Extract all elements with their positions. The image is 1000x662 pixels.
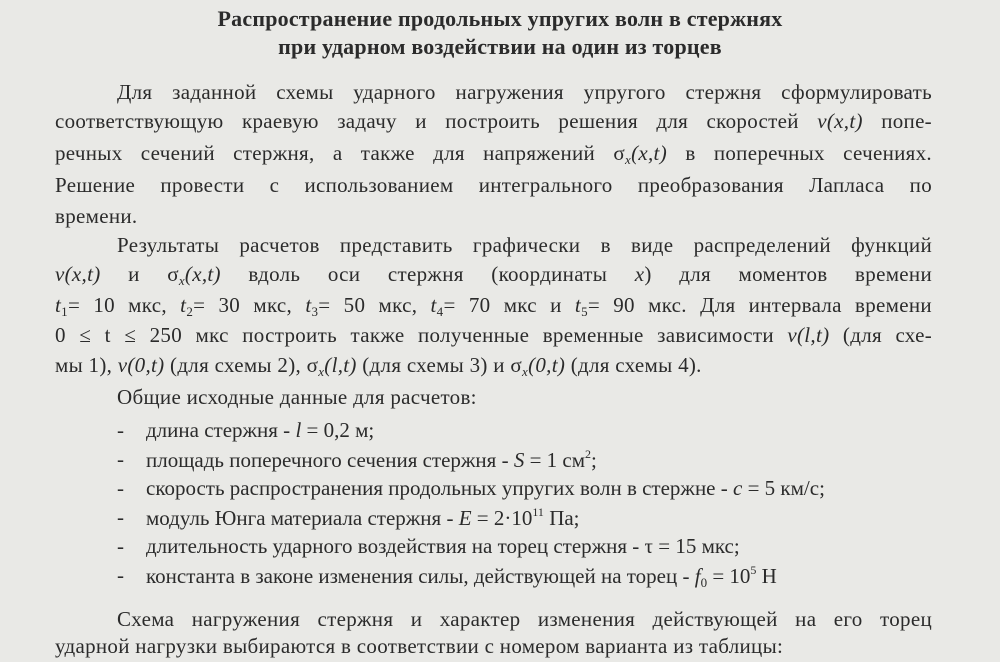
p3-line-1: Схема нагружения стержня и характер изменения действующей на его торец — [117, 607, 932, 631]
p2-line-3: $t_1= 10$ мкс, $t_2= 30$ мкс, $t_3= 50$ мкс, $t_4= 70$ мкс и $t_5= 90$ мкс. Для интервала времени — [55, 293, 932, 319]
p1-line-1: Для заданной схемы ударного нагружения упругого стержня сформулировать — [117, 80, 932, 104]
p1-line-2: соответствующую краевую задачу и построить решения для скоростей v(x,t) попе- — [55, 109, 932, 133]
document-page: Распространение продольных упругих волн в стержнях при ударном воздействии на один из торцев Для заданной схемы ударного нагружения упругого стержня сформулировать соответствующую краевую задачу и построить решения для скоростей v(x,t) попе- речных сечений стержня, а также для напряжений $\sigma_x(x,t)$ в поперечных сечениях. Решение провести с использованием интегрального преобразования Лапласа по времени. Результаты расчетов представить графически в виде распределений функций v(x,t) и $\sigma_x(x,t)$ вдоль оси стержня (координаты x) для моментов времени $t_1= 10$ мкс, $t_2= 30$ мкс, $t_3= 50$ мкс, $t_4= 70$ мкс и $t_5= 90$ мкс. Для интервала времени 0 ≤ t ≤ 250 мкс построить также полученные временные зависимости v(l,t) (для схе- мы 1), v(0,t) (для схемы 2), $\sigma_x(l,t)$ (для схемы 3) и $\sigma_x(0,t)$ (для схемы 4). Общие исходные данные для расчетов: - длина стержня - l = 0,2 м; - площадь поперечного сечения стержня - S = 1 $см^2$; - скорость распространения продольных упругих волн в стержне - c = 5 км/с; - модуль Юнга материала стержня - $E = 2\cdot 10^{11}$ Па; - длительность ударного воздействия на торец стержня - τ = 15 мкс; - константа в законе изменения силы, действующей на торец - $f_0 = 10^5$ Н Схема нагружения стержня и характер изменения действующей на его торец ударной нагрузки выбираются в соответствии с номером варианта из таблицы: — [0, 0, 1000, 662]
p2-line-1: Результаты расчетов представить графически в виде распределений функций — [117, 233, 932, 257]
data-heading: Общие исходные данные для расчетов: — [117, 385, 477, 409]
p3-line-2: ударной нагрузки выбираются в соответствии с номером варианта из таблицы: — [55, 634, 784, 658]
p2-line-5: мы 1), v(0,t) (для схемы 2), $\sigma_x(l,t)$ (для схемы 3) и $\sigma_x(0,t)$ (для схемы 4). — [55, 353, 702, 379]
p2-line-4: 0 ≤ t ≤ 250 мкс построить также полученные временные зависимости v(l,t) (для схе- — [55, 323, 932, 347]
p1-line-5: времени. — [55, 204, 138, 228]
title-line-2: при ударном воздействии на один из торцев — [278, 34, 722, 59]
p1-line-4: Решение провести с использованием интегрального преобразования Лапласа по — [55, 173, 932, 197]
p2-line-2: v(x,t) и $\sigma_x(x,t)$ вдоль оси стержня (координаты x) для моментов времени — [55, 262, 932, 288]
title-line-1: Распространение продольных упругих волн в стержнях — [217, 6, 783, 31]
p1-line-3: речных сечений стержня, а также для напряжений $\sigma_x(x,t)$ в поперечных сечениях. — [55, 141, 932, 167]
